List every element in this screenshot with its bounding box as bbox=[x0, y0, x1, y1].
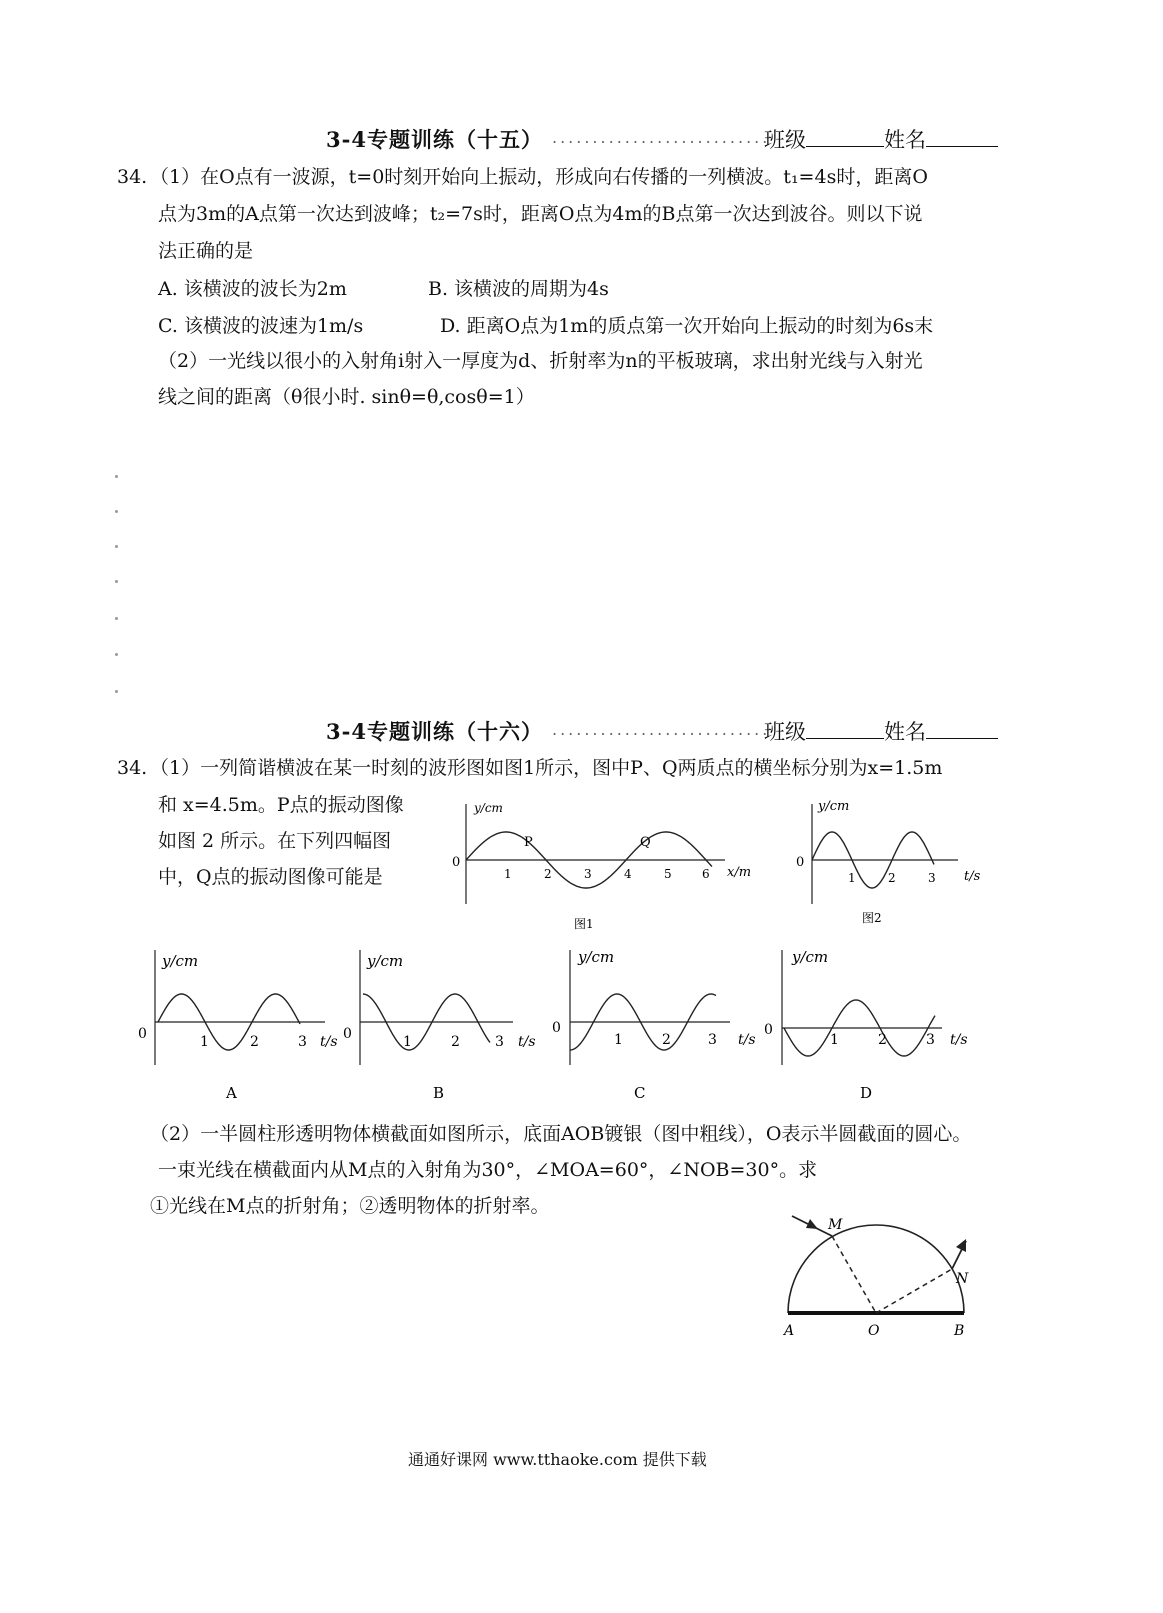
fig1-tick-2: 2 bbox=[544, 867, 552, 881]
option-d-ylabel: y/cm bbox=[792, 948, 829, 966]
q34-number: 34. bbox=[117, 166, 148, 188]
option-a-ylabel: y/cm bbox=[162, 952, 199, 970]
option-a-tick-2: 2 bbox=[250, 1034, 259, 1050]
option-d-origin: 0 bbox=[764, 1022, 773, 1038]
semicircle-arc bbox=[788, 1225, 964, 1313]
fig2-tick-1: 1 bbox=[848, 871, 856, 885]
margin-dot bbox=[115, 617, 118, 620]
option-a-tick-1: 1 bbox=[200, 1034, 209, 1050]
section-15-class-field bbox=[764, 124, 998, 154]
fig2-ylabel: y/cm bbox=[818, 799, 850, 814]
q34-part2-line1: （2）一光线以很小的入射角i射入一厚度为d、折射率为n的平板玻璃，求出射光线与入射光 bbox=[158, 350, 923, 372]
q34b-part1-line3: 如图 2 所示。在下列四幅图 bbox=[158, 830, 392, 852]
option-c-label: C bbox=[634, 1084, 646, 1102]
fig1-caption: 图1 bbox=[574, 917, 594, 931]
option-a: A. 该横波的波长为2m bbox=[158, 278, 347, 300]
fig1-origin: 0 bbox=[452, 855, 461, 870]
q34b-part2-line1: （2）一半圆柱形透明物体横截面如图所示，底面AOB镀银（图中粗线），O表示半圆截面的圆心。 bbox=[150, 1123, 972, 1145]
fig1-tick-5: 5 bbox=[664, 867, 672, 881]
class-label: 班级 bbox=[764, 720, 806, 744]
ray-on bbox=[876, 1269, 952, 1313]
option-d-tick-2: 2 bbox=[878, 1032, 887, 1048]
option-d-label: D bbox=[860, 1084, 873, 1102]
fig1-tick-3: 3 bbox=[584, 867, 592, 881]
fig1-point-q: Q bbox=[640, 835, 651, 850]
section-16-class-field bbox=[764, 716, 998, 746]
margin-dot bbox=[115, 475, 118, 478]
option-c-origin: 0 bbox=[552, 1020, 561, 1036]
section-16-title: 3-4专题训练（十六） bbox=[326, 719, 543, 744]
semicircle-figure bbox=[770, 1205, 990, 1355]
name-blank bbox=[926, 718, 998, 739]
fig1-tick-6: 6 bbox=[702, 867, 710, 881]
footer-text: 通通好课网 www.tthaoke.com 提供下载 bbox=[408, 1450, 707, 1469]
option-b-tick-2: 2 bbox=[451, 1034, 460, 1050]
option-a-origin: 0 bbox=[138, 1026, 147, 1042]
option-b-xlabel: t/s bbox=[518, 1034, 536, 1050]
fig1-xlabel: x/m bbox=[727, 865, 752, 880]
q34b-part1-line2: 和 x=4.5m。P点的振动图像 bbox=[158, 794, 404, 816]
option-d-xlabel: t/s bbox=[950, 1032, 968, 1048]
point-m-label: M bbox=[828, 1217, 843, 1233]
option-b-tick-1: 1 bbox=[403, 1034, 412, 1050]
fig2-xlabel: t/s bbox=[964, 869, 981, 884]
point-n-label: N bbox=[956, 1271, 969, 1287]
option-a-label: A bbox=[226, 1084, 237, 1102]
fig2-caption: 图2 bbox=[862, 911, 882, 925]
point-b-label: B bbox=[954, 1323, 965, 1339]
q34b-part1-line4: 中，Q点的振动图像可能是 bbox=[158, 866, 383, 888]
q34-part1-line3: 法正确的是 bbox=[158, 240, 254, 262]
margin-dot bbox=[115, 653, 118, 656]
class-blank bbox=[806, 718, 884, 739]
margin-dot bbox=[115, 510, 118, 513]
option-b-ylabel: y/cm bbox=[367, 952, 404, 970]
option-c-graph bbox=[548, 940, 763, 1105]
option-b-label: B bbox=[433, 1084, 445, 1102]
section-15-title: 3-4专题训练（十五） bbox=[326, 127, 543, 152]
option-b-tick-3: 3 bbox=[495, 1034, 504, 1050]
figure-2-vibration bbox=[788, 796, 988, 936]
option-d: D. 距离O点为1m的质点第一次开始向上振动的时刻为6s末 bbox=[440, 315, 934, 337]
q34b-number: 34. bbox=[117, 757, 148, 779]
option-d-tick-1: 1 bbox=[830, 1032, 839, 1048]
class-label: 班级 bbox=[764, 128, 806, 152]
margin-dot bbox=[115, 545, 118, 548]
fig2-tick-3: 3 bbox=[928, 871, 936, 885]
q34b-part2-line2: 一束光线在横截面内从M点的入射角为30°，∠MOA=60°，∠NOB=30°。求 bbox=[158, 1159, 818, 1181]
option-c-tick-2: 2 bbox=[662, 1032, 671, 1048]
q34-part2-line2: 线之间的距离（θ很小时. sinθ=θ,cosθ=1） bbox=[158, 386, 535, 408]
q34b-part2-line3: ①光线在M点的折射角；②透明物体的折射率。 bbox=[150, 1195, 550, 1217]
name-label: 姓名 bbox=[884, 128, 926, 152]
option-b: B. 该横波的周期为4s bbox=[428, 278, 609, 300]
name-label: 姓名 bbox=[884, 720, 926, 744]
section-16-dots: ........................... bbox=[552, 720, 771, 739]
fig1-ylabel: y/cm bbox=[474, 801, 503, 815]
normal-om bbox=[832, 1236, 876, 1313]
figure-1-wave bbox=[440, 796, 770, 936]
option-c-tick-3: 3 bbox=[708, 1032, 717, 1048]
fig2-origin: 0 bbox=[796, 855, 805, 870]
option-d-graph bbox=[760, 940, 975, 1105]
option-c-ylabel: y/cm bbox=[578, 948, 615, 966]
option-c: C. 该横波的波速为1m/s bbox=[158, 315, 364, 337]
class-blank bbox=[806, 126, 884, 147]
section-15-dots: ........................... bbox=[552, 128, 771, 147]
option-a-xlabel: t/s bbox=[320, 1034, 338, 1050]
option-b-origin: 0 bbox=[343, 1026, 352, 1042]
q34-part1-line2: 点为3m的A点第一次达到波峰；t₂=7s时，距离O点为4m的B点第一次达到波谷。则以下说 bbox=[158, 203, 923, 225]
fig1-tick-4: 4 bbox=[624, 867, 632, 881]
incident-arrow-icon bbox=[806, 1219, 818, 1229]
option-b-graph bbox=[335, 940, 545, 1105]
option-a-graph bbox=[130, 940, 340, 1105]
option-c-xlabel: t/s bbox=[738, 1032, 756, 1048]
q34-part1-line1: （1）在O点有一波源，t=0时刻开始向上振动，形成向右传播的一列横波。t₁=4s时，距离O bbox=[150, 166, 928, 188]
fig1-point-p: P bbox=[524, 835, 533, 850]
name-blank bbox=[926, 126, 998, 147]
q34b-part1-line1: （1）一列简谐横波在某一时刻的波形图如图1所示，图中P、Q两质点的横坐标分别为x=1.5m bbox=[150, 757, 943, 779]
margin-dot bbox=[115, 580, 118, 583]
point-o-label: O bbox=[868, 1323, 880, 1339]
point-a-label: A bbox=[784, 1323, 795, 1339]
margin-dot bbox=[115, 690, 118, 693]
option-c-tick-1: 1 bbox=[614, 1032, 623, 1048]
option-a-tick-3: 3 bbox=[298, 1034, 307, 1050]
fig2-tick-2: 2 bbox=[888, 871, 896, 885]
fig1-tick-1: 1 bbox=[504, 867, 512, 881]
option-d-tick-3: 3 bbox=[926, 1032, 935, 1048]
